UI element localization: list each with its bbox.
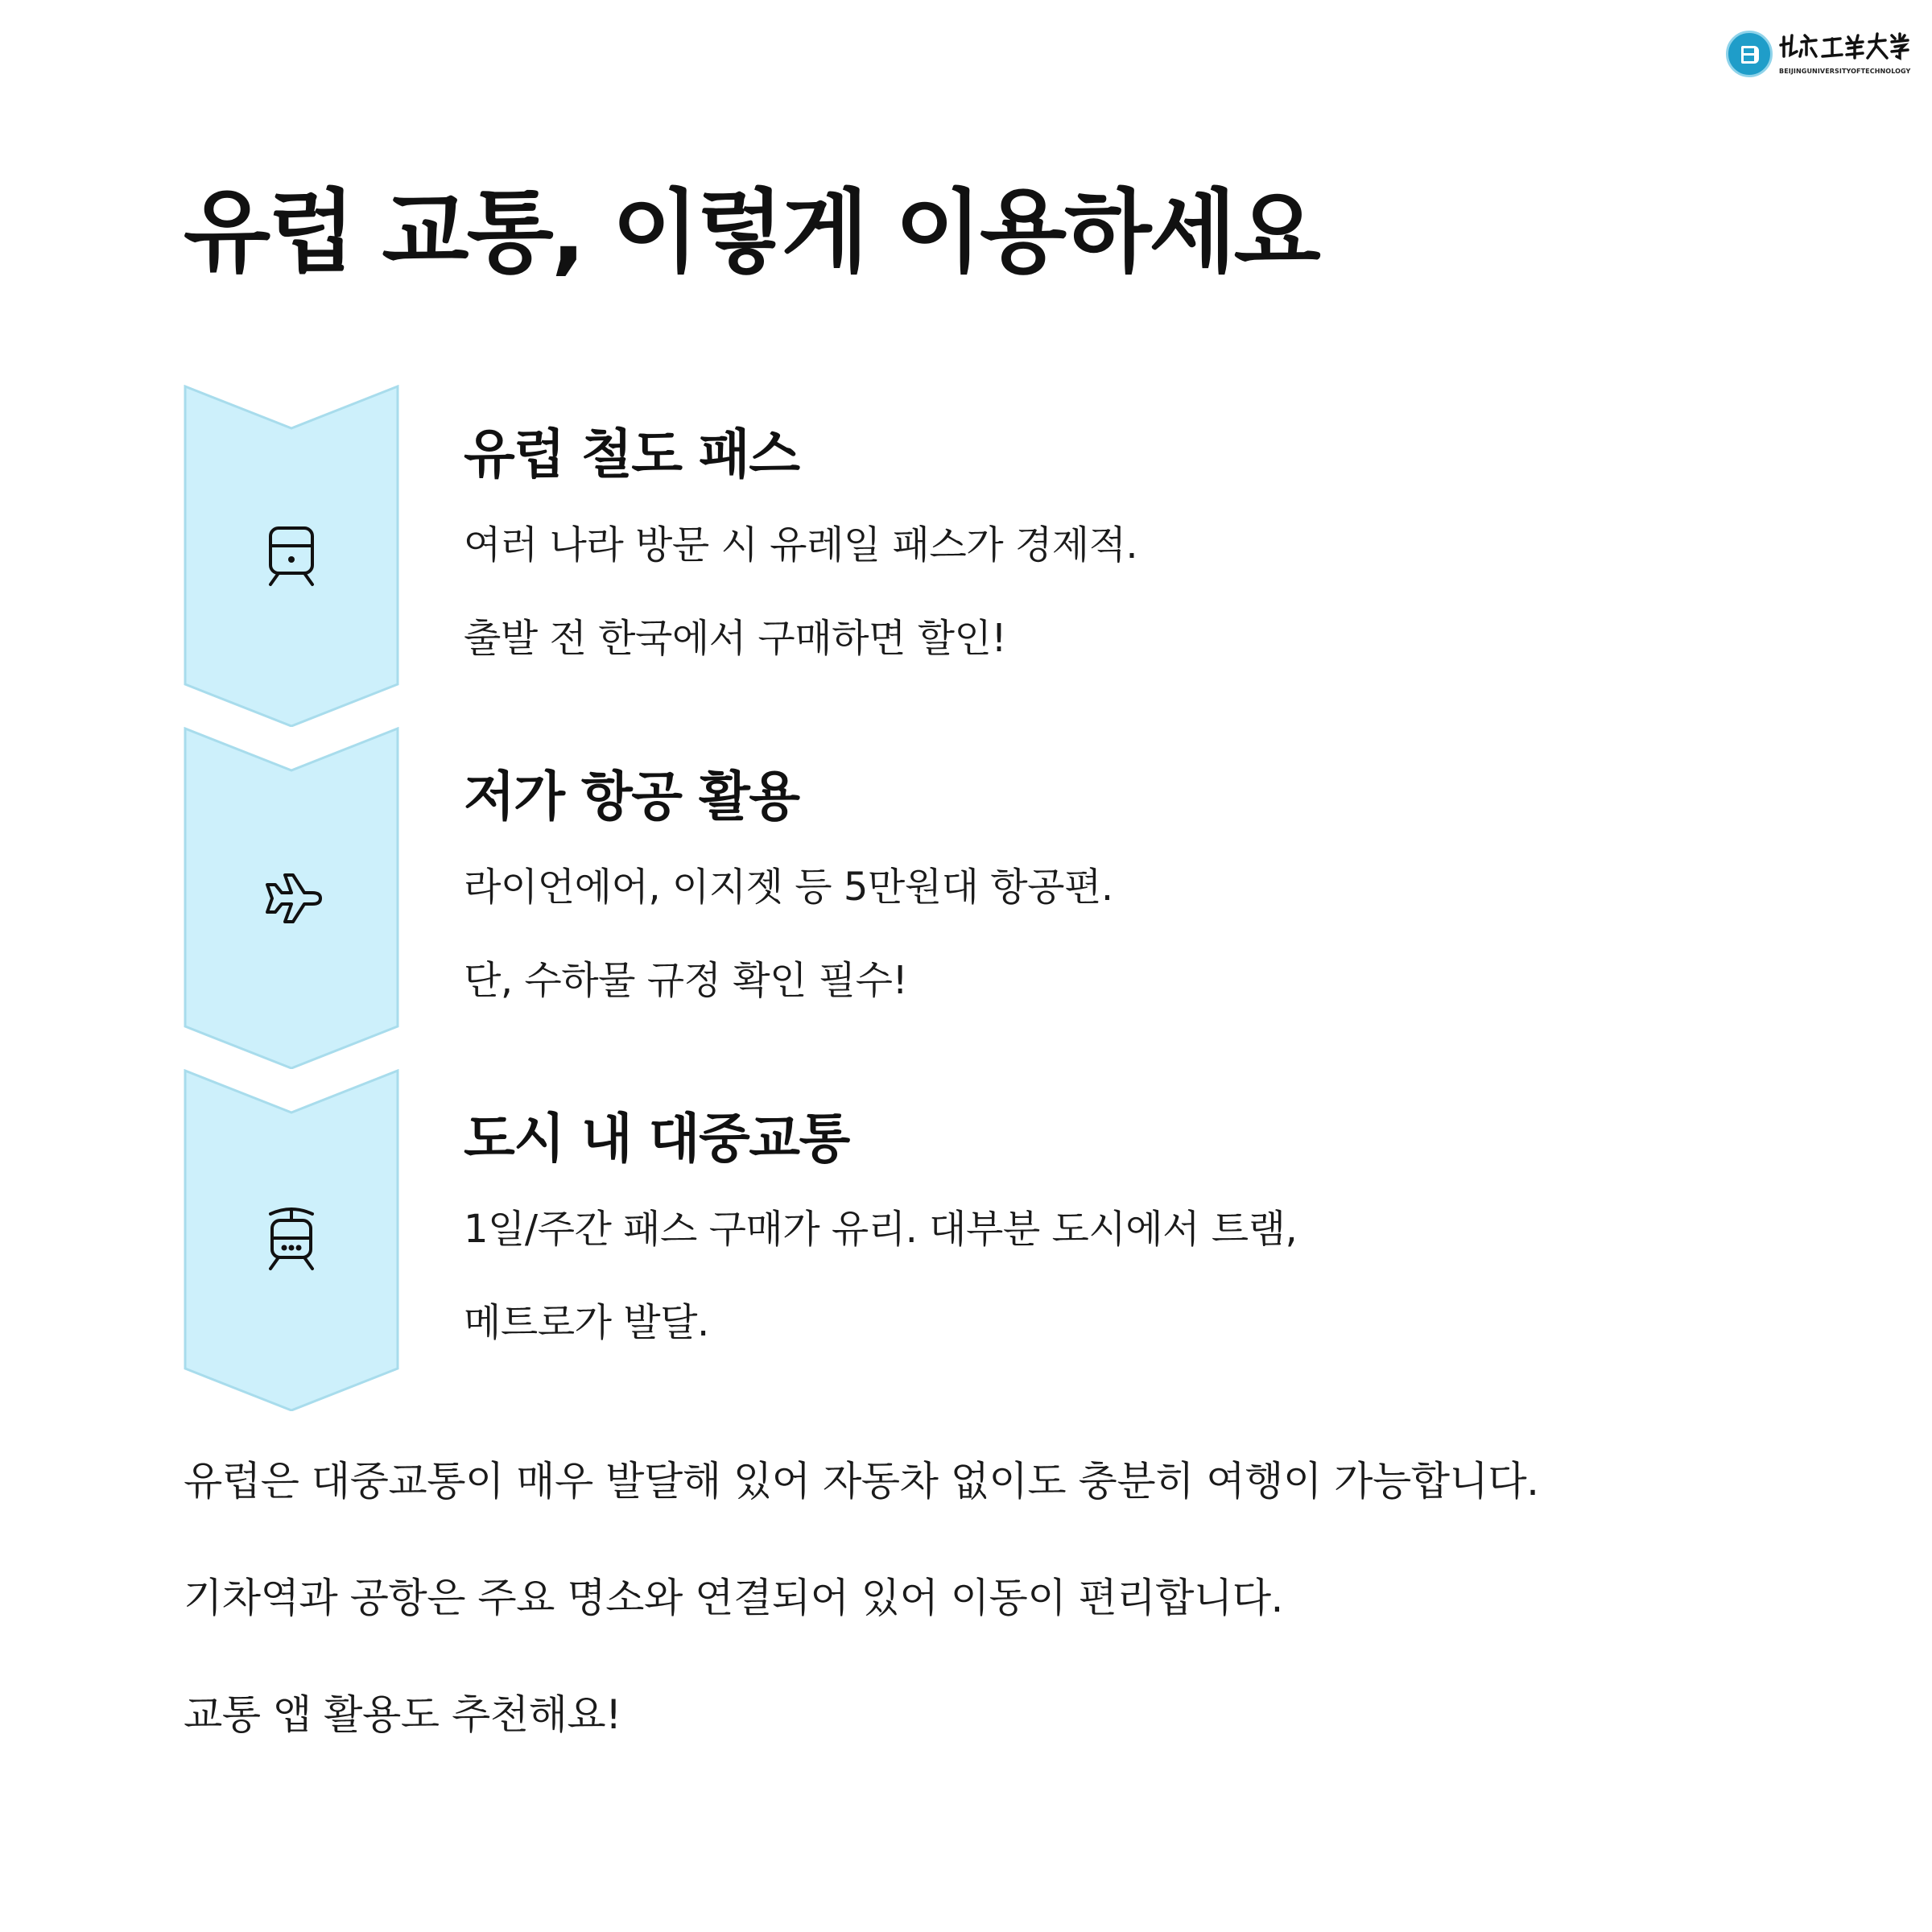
step-description-line: 1일/주간 패스 구매가 유리. 대부분 도시에서 트램, — [464, 1207, 1298, 1252]
logo-calligraphy — [1779, 31, 1911, 61]
logo-english-name: BEIJINGUNIVERSITYOFTECHNOLOGY — [1779, 68, 1911, 75]
page-title: 유럽 교통, 이렇게 이용하세요 — [184, 180, 1319, 285]
step-city-transit — [184, 1069, 1794, 1411]
step-rail-pass — [184, 385, 1794, 727]
step-title: 저가 항공 활용 — [464, 766, 799, 828]
university-logo — [1726, 27, 1911, 84]
step-description-line: 출발 전 한국에서 구매하면 할인! — [464, 616, 1007, 661]
tram-icon — [259, 1206, 324, 1270]
step-title: 유럽 철도 패스 — [464, 423, 799, 485]
logo-emblem-icon — [1726, 31, 1773, 77]
step-budget-airline — [184, 727, 1794, 1069]
train-icon — [259, 523, 324, 588]
summary-paragraph: 교통 앱 활용도 추천해요! — [184, 1691, 621, 1738]
airplane-icon — [259, 865, 324, 930]
step-description-line: 메트로가 발달. — [464, 1300, 709, 1345]
summary-paragraph: 유럽은 대중교통이 매우 발달해 있어 자동차 없이도 충분히 여행이 가능합니다. — [184, 1458, 1539, 1505]
step-description-line: 라이언에어, 이지젯 등 5만원대 항공편. — [464, 865, 1113, 910]
summary-paragraph: 기차역과 공항은 주요 명소와 연결되어 있어 이동이 편리합니다. — [184, 1575, 1283, 1621]
step-title: 도시 내 대중교통 — [464, 1108, 849, 1170]
step-description-line: 여러 나라 방문 시 유레일 패스가 경제적. — [464, 522, 1138, 568]
step-description-line: 단, 수하물 규정 확인 필수! — [464, 958, 908, 1003]
